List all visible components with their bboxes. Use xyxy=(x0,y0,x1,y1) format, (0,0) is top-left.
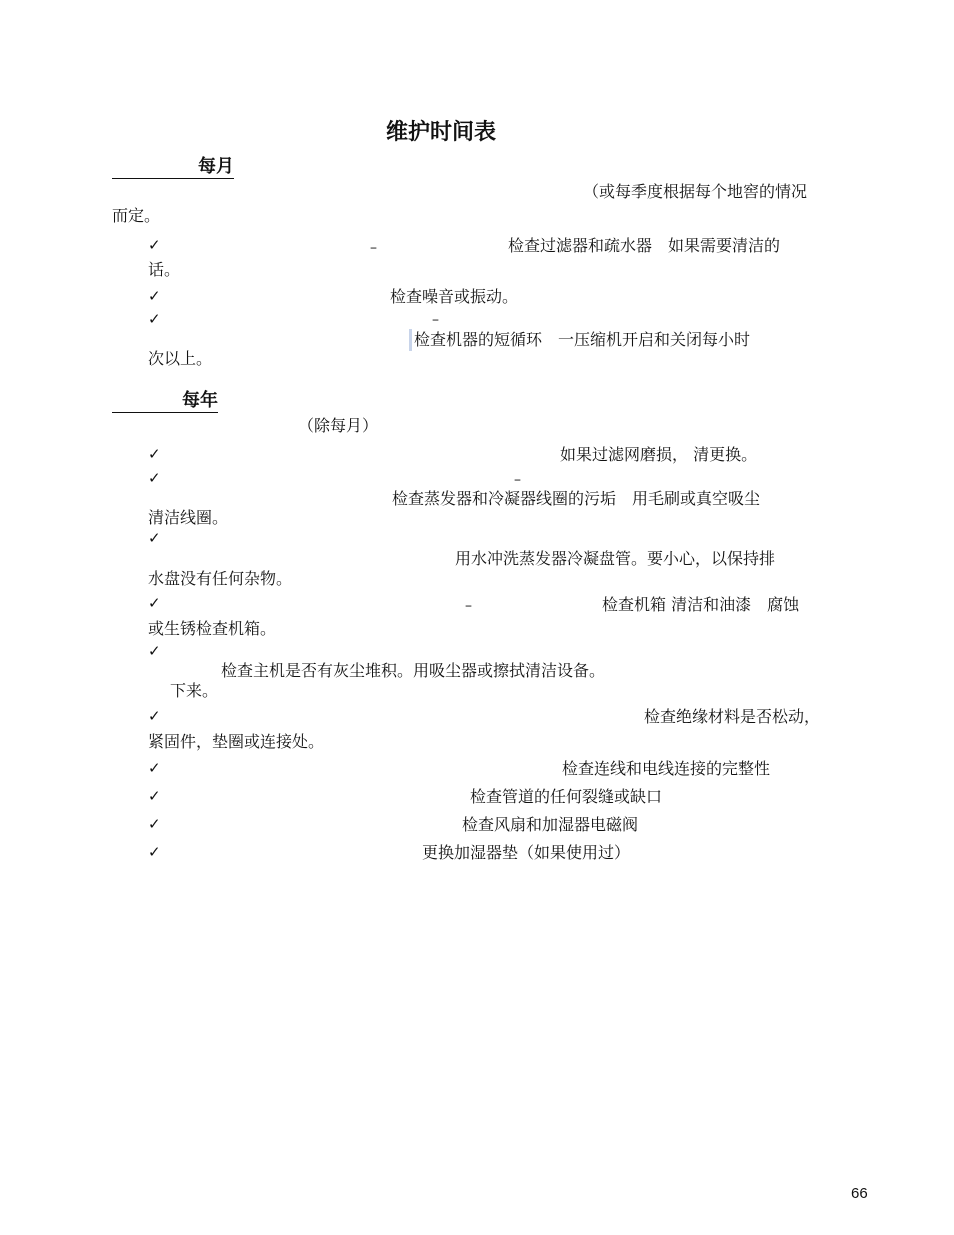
check-icon: ✓ xyxy=(148,236,161,254)
yearly-item-3-cont: 水盘没有任何杂物。 xyxy=(148,569,293,588)
monthly-item-3-text: 检查机器的短循环 一压缩机开启和关闭每小时 xyxy=(414,330,751,349)
section-heading-yearly: 每年 xyxy=(112,390,218,413)
monthly-item-3-cont: 次以上。 xyxy=(148,349,213,368)
yearly-item-2-text: 检查蒸发器和冷凝器线圈的污垢 用毛刷或真空吸尘 xyxy=(392,489,761,508)
text-cursor xyxy=(409,329,412,351)
yearly-item-6-cont: 紧固件，垫圈或连接处。 xyxy=(148,732,325,751)
dash-mark: – xyxy=(465,598,472,614)
yearly-item-10-text: 更换加湿器垫（如果使用过） xyxy=(422,843,631,862)
check-icon: ✓ xyxy=(148,594,161,612)
yearly-intro: （除每月） xyxy=(298,416,379,435)
check-icon: ✓ xyxy=(148,529,161,547)
check-icon: ✓ xyxy=(148,469,161,487)
check-icon: ✓ xyxy=(148,759,161,777)
check-icon: ✓ xyxy=(148,287,161,305)
check-icon: ✓ xyxy=(148,707,161,725)
check-icon: ✓ xyxy=(148,642,161,660)
check-icon: ✓ xyxy=(148,787,161,805)
monthly-item-1-text: 检查过滤器和疏水器 如果需要清洁的 xyxy=(508,236,781,255)
yearly-item-6-text: 检查绝缘材料是否松动， xyxy=(644,707,821,726)
page-title: 维护时间表 xyxy=(386,120,497,145)
check-icon: ✓ xyxy=(148,843,161,861)
monthly-intro-line2: 而定。 xyxy=(112,206,161,225)
yearly-item-8-text: 检查管道的任何裂缝或缺口 xyxy=(470,787,663,806)
yearly-item-1-text: 如果过滤网磨损， 清更换。 xyxy=(560,445,758,464)
check-icon: ✓ xyxy=(148,310,161,328)
yearly-item-7-text: 检查连线和电线连接的完整性 xyxy=(562,759,771,778)
page-number: 66 xyxy=(851,1185,868,1202)
yearly-item-5-cont: 下来。 xyxy=(170,681,219,700)
yearly-item-9-text: 检查风扇和加湿器电磁阀 xyxy=(462,815,639,834)
monthly-item-2-text: 检查噪音或振动。 xyxy=(390,287,519,306)
section-heading-monthly: 每月 xyxy=(112,156,234,179)
yearly-item-4-text: 检查机箱 清洁和油漆 腐蚀 xyxy=(602,595,800,614)
dash-mark: – xyxy=(514,472,521,488)
yearly-item-4-cont: 或生锈检查机箱。 xyxy=(148,619,277,638)
dash-mark: – xyxy=(432,312,439,328)
check-icon: ✓ xyxy=(148,815,161,833)
monthly-intro-line1: （或每季度根据每个地窖的情况 xyxy=(583,182,808,201)
check-icon: ✓ xyxy=(148,445,161,463)
monthly-item-1-cont: 话。 xyxy=(148,260,181,279)
yearly-item-5-text: 检查主机是否有灰尘堆积。用吸尘器或擦拭清洁设备。 xyxy=(221,661,606,680)
yearly-item-2-cont: 清洁线圈。 xyxy=(148,508,229,527)
dash-mark: – xyxy=(370,240,377,256)
yearly-item-3-text: 用水冲洗蒸发器冷凝盘管。要小心，以保持排 xyxy=(455,549,776,568)
